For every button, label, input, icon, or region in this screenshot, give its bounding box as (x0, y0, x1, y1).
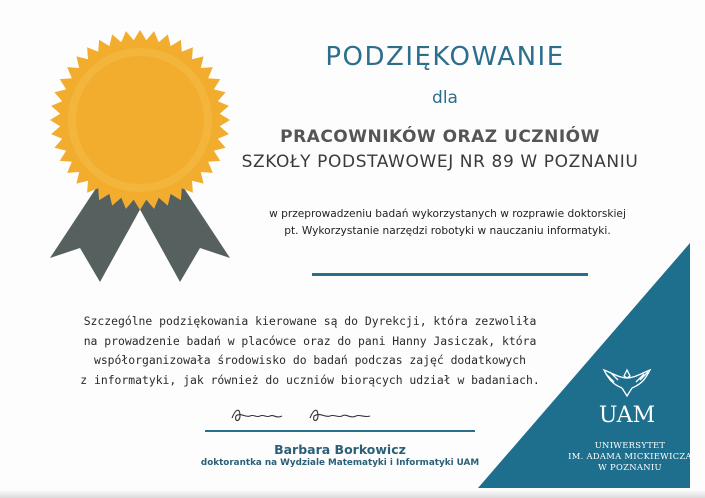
university-line: W POZNANIU (598, 462, 662, 472)
signer-name: Barbara Borkowicz (274, 442, 406, 457)
purpose-line: w przeprowadzeniu badań wykorzystanych w rozprawie doktorskiej (269, 208, 626, 220)
page-edge-shadow (0, 490, 705, 498)
signer-role: doktorantka na Wydziale Matematyki i Informatyki UAM (200, 458, 480, 468)
recipient-line-1: PRACOWNIKÓW ORAZ UCZNIÓW (280, 127, 600, 147)
certificate-title: PODZIĘKOWANIE (325, 42, 565, 72)
handwritten-signature (230, 404, 410, 429)
university-line: IM. ADAMA MICKIEWICZA (568, 451, 692, 461)
signature-line (205, 430, 475, 432)
university-name (565, 440, 695, 473)
thanks-line: na prowadzenie badań w placówce oraz do pani Hanny Jasiczak, która (83, 333, 537, 348)
thanks-line: współorganizowała środowisko do badań podczas zajęć dodatkowych (93, 353, 527, 367)
thanks-line: Szczególne podziękowania kierowane są do Dyrekcji, która zezwoliła (83, 314, 537, 328)
thanks-paragraph (40, 312, 580, 390)
eagle-emblem-icon (592, 366, 662, 426)
uam-logo-text: UAM (598, 403, 656, 426)
thanks-line: z informatyki, jak również do uczniów biorących udział w badaniach. (80, 372, 540, 387)
for-word: dla (432, 88, 458, 108)
purpose-line: pt. Wykorzystanie narzędzi robotyki w nauczaniu informatyki. (284, 225, 611, 237)
award-rosette-icon (20, 20, 260, 290)
purpose-text (250, 206, 645, 240)
recipient-line-2: SZKOŁY PODSTAWOWEJ NR 89 W POZNANIU (241, 152, 639, 172)
divider (312, 273, 588, 276)
university-line: UNIWERSYTET (594, 440, 666, 450)
